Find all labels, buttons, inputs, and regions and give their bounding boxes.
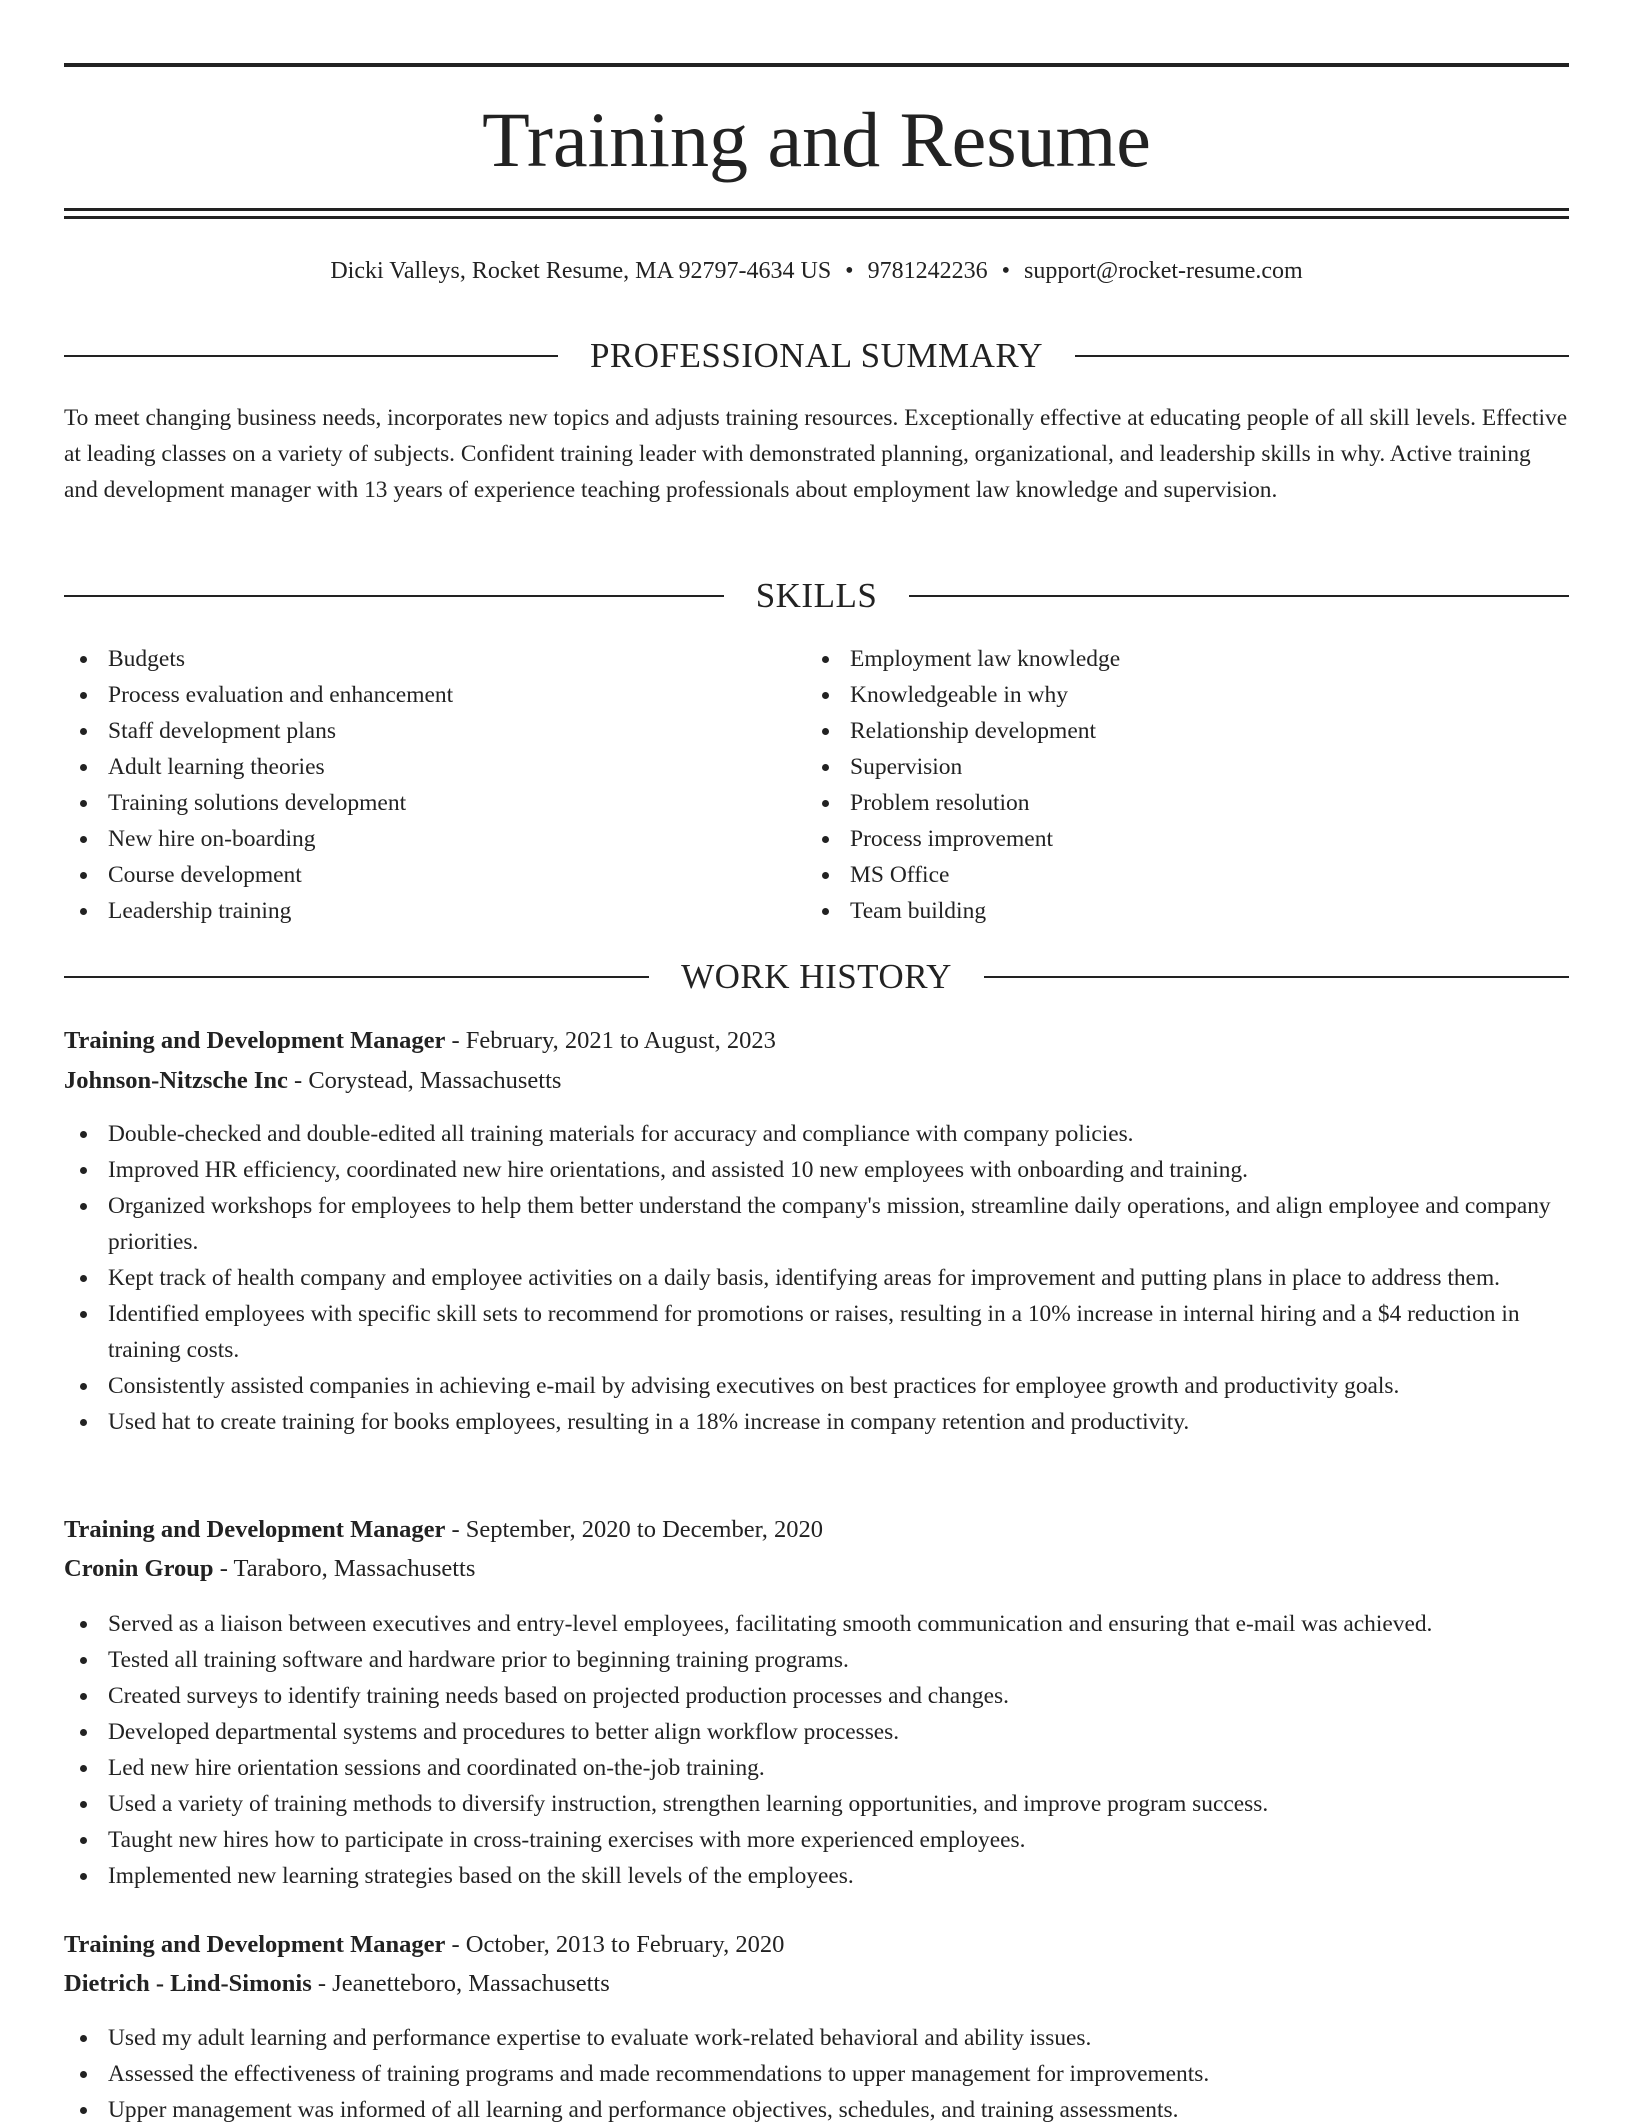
- heading-rule-left: [64, 976, 649, 978]
- heading-rule-right: [984, 976, 1569, 978]
- job-bullet: Implemented new learning strategies based on the skill levels of the employees.: [64, 1858, 1569, 1894]
- title-rule-upper: [64, 208, 1569, 211]
- job-title-line: [64, 1023, 1569, 1059]
- contact-separator: •: [845, 258, 854, 284]
- title-rule-lower: [64, 216, 1569, 219]
- job-bullet: Assessed the effectiveness of training programs and made recommendations to upper management for improvements.: [64, 2056, 1569, 2092]
- job-dates: - October, 2013 to February, 2020: [445, 1931, 785, 1958]
- heading-rule-left: [64, 355, 558, 357]
- job-bullet: Used a variety of training methods to diversify instruction, strengthen learning opportunities, and improve program success.: [64, 1786, 1569, 1822]
- skill-item: Process evaluation and enhancement: [64, 677, 804, 713]
- job-company-line: [64, 1966, 1569, 2002]
- contact-address: Dicki Valleys, Rocket Resume, MA 92797-4634 US: [330, 258, 832, 284]
- job-dates: - February, 2021 to August, 2023: [445, 1027, 776, 1054]
- work-history-heading: [64, 955, 1569, 999]
- job-location: - Jeanetteboro, Massachusetts: [311, 1970, 610, 1997]
- skill-item: Training solutions development: [64, 785, 804, 821]
- skills-list-right: [806, 641, 1566, 929]
- job-location: - Corystead, Massachusetts: [287, 1067, 562, 1094]
- job-bullet: Tested all training software and hardware prior to beginning training programs.: [64, 1642, 1569, 1678]
- job-bullet: Developed departmental systems and procedures to better align workflow processes.: [64, 1714, 1569, 1750]
- job-dates: - September, 2020 to December, 2020: [445, 1516, 824, 1543]
- skill-item: Adult learning theories: [64, 749, 804, 785]
- skills-list-left: [64, 641, 804, 929]
- job-bullets: [64, 1606, 1569, 1894]
- heading-rule-left: [64, 595, 724, 597]
- skills-heading-label: SKILLS: [755, 576, 878, 615]
- contact-email: support@rocket-resume.com: [1023, 258, 1303, 284]
- job-title: Training and Development Manager: [64, 1516, 446, 1543]
- job-bullet: Led new hire orientation sessions and coordinated on-the-job training.: [64, 1750, 1569, 1786]
- job-bullet: Used hat to create training for books employees, resulting in a 18% increase in company retention and productivity.: [64, 1404, 1569, 1440]
- job-bullet: Organized workshops for employees to help them better understand the company's mission, streamline daily operations, and align employee and company priorities.: [64, 1188, 1569, 1260]
- job-bullet: Taught new hires how to participate in cross-training exercises with more experienced employees.: [64, 1822, 1569, 1858]
- job-location: - Taraboro, Massachusetts: [213, 1555, 476, 1582]
- skill-item: Employment law knowledge: [806, 641, 1566, 677]
- job-bullet: Used my adult learning and performance expertise to evaluate work-related behavioral and ability issues.: [64, 2020, 1569, 2056]
- skill-item: Course development: [64, 857, 804, 893]
- job-title: Training and Development Manager: [64, 1027, 446, 1054]
- job-bullet: Double-checked and double-edited all training materials for accuracy and compliance with company policies.: [64, 1116, 1569, 1152]
- heading-rule-right: [1075, 355, 1569, 357]
- skill-item: Supervision: [806, 749, 1566, 785]
- skill-item: MS Office: [806, 857, 1566, 893]
- summary-heading-label: PROFESSIONAL SUMMARY: [589, 336, 1044, 375]
- job-title-line: [64, 1512, 1569, 1548]
- job-bullet: Improved HR efficiency, coordinated new hire orientations, and assisted 10 new employees with onboarding and training.: [64, 1152, 1569, 1188]
- job-bullet: Kept track of health company and employee activities on a daily basis, identifying areas for improvement and putting plans in place to address them.: [64, 1260, 1569, 1296]
- job-bullet: Served as a liaison between executives and entry-level employees, facilitating smooth communication and ensuring that e-mail was achieved.: [64, 1606, 1569, 1642]
- summary-heading: [64, 334, 1569, 378]
- job-bullets: [64, 1116, 1569, 1440]
- job-title-line: [64, 1927, 1569, 1963]
- skill-item: Staff development plans: [64, 713, 804, 749]
- summary-text: To meet changing business needs, incorporates new topics and adjusts training resources. Exceptionally effective at educating people of all skill levels. Effective at leading classes on a variety of subjects. Confident training leader with demonstrated planning, organizational, and leadership skills in why. Active training and development manager with 13 years of experience teaching professionals about employment law knowledge and supervision.: [64, 405, 1568, 503]
- contact-separator: •: [1001, 258, 1010, 284]
- heading-rule-right: [909, 595, 1569, 597]
- job-company: Johnson-Nitzsche Inc: [64, 1067, 288, 1094]
- skill-item: Team building: [806, 893, 1566, 929]
- job-company: Cronin Group: [64, 1555, 214, 1582]
- contact-phone: 9781242236: [867, 258, 988, 284]
- job-bullet: Identified employees with specific skill sets to recommend for promotions or raises, resulting in a 10% increase in internal hiring and a $4 reduction in training costs.: [64, 1296, 1569, 1368]
- skill-item: Process improvement: [806, 821, 1566, 857]
- job-bullet: Created surveys to identify training needs based on projected production processes and changes.: [64, 1678, 1569, 1714]
- skill-item: Problem resolution: [806, 785, 1566, 821]
- skill-item: Leadership training: [64, 893, 804, 929]
- skills-heading: [64, 574, 1569, 618]
- contact-line: [64, 254, 1569, 288]
- job-title: Training and Development Manager: [64, 1931, 446, 1958]
- skill-item: Knowledgeable in why: [806, 677, 1566, 713]
- skill-item: New hire on-boarding: [64, 821, 804, 857]
- job-company: Dietrich - Lind-Simonis: [64, 1970, 312, 1997]
- top-rule: [64, 63, 1569, 67]
- job-company-line: [64, 1551, 1569, 1587]
- skill-item: Relationship development: [806, 713, 1566, 749]
- skill-item: Budgets: [64, 641, 804, 677]
- resume-title: Training and Resume: [482, 96, 1151, 183]
- job-bullet: Consistently assisted companies in achieving e-mail by advising executives on best practices for employee growth and productivity goals.: [64, 1368, 1569, 1404]
- job-company-line: [64, 1063, 1569, 1099]
- work-history-heading-label: WORK HISTORY: [681, 957, 952, 996]
- job-bullet: Upper management was informed of all learning and performance objectives, schedules, and training assessments.: [64, 2092, 1569, 2128]
